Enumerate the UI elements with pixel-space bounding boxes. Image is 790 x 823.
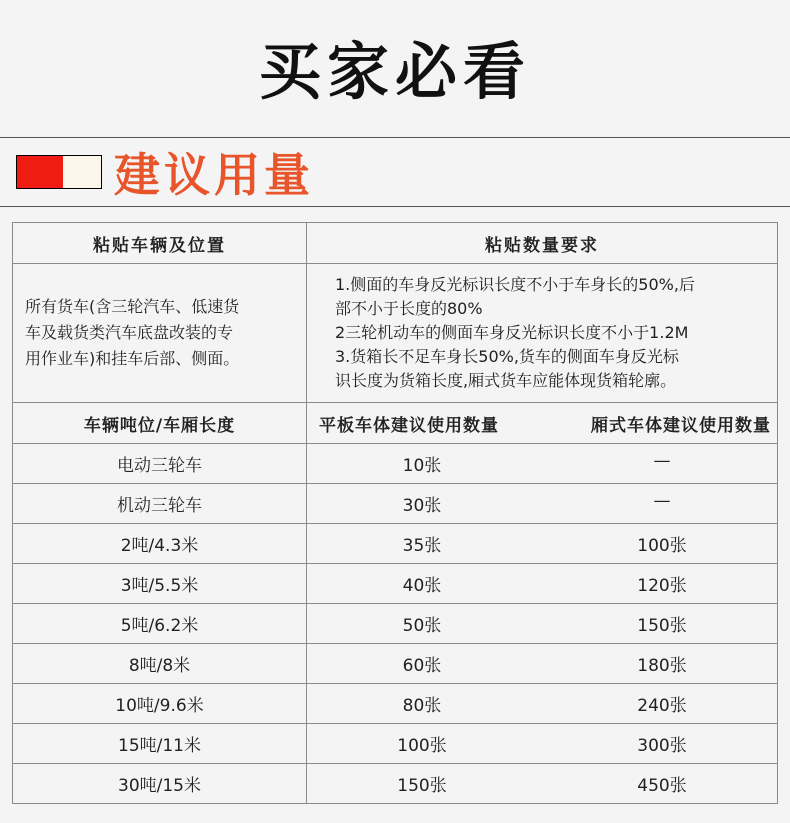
flatbed-qty: 50张	[402, 616, 442, 636]
box-qty: 150张	[637, 616, 687, 636]
flag-cream-block	[63, 156, 101, 188]
box-qty: —	[653, 451, 671, 471]
scope-line: 所有货车(含三轮汽车、低速货	[25, 297, 240, 316]
scope-line: 车及载货类汽车底盘改装的专	[25, 323, 234, 342]
table-row	[13, 524, 778, 564]
page-title: 买家必看	[258, 35, 531, 108]
qty-cell	[307, 604, 778, 644]
qty-cell	[307, 764, 778, 804]
box-qty: 120张	[637, 576, 687, 596]
table-row	[13, 604, 778, 644]
quantity-header-row	[13, 403, 778, 444]
qty-cell	[307, 524, 778, 564]
qty-cell	[307, 684, 778, 724]
box-qty: 450张	[637, 776, 687, 796]
box-qty: 300张	[637, 736, 687, 756]
table-row	[13, 724, 778, 764]
requirement-text	[307, 264, 778, 403]
vehicle-scope-text	[13, 264, 307, 403]
vehicle-cell: 30吨/15米	[13, 764, 307, 804]
box-qty: 180张	[637, 656, 687, 676]
header-quantity-requirement: 粘贴数量要求	[307, 223, 778, 264]
header-box-qty: 厢式车体建议使用数量	[591, 415, 771, 436]
scope-line: 用作业车)和挂车后部、侧面。	[25, 349, 240, 368]
qty-cell	[307, 564, 778, 604]
qty-cell	[307, 484, 778, 524]
box-qty: —	[653, 491, 671, 511]
vehicle-cell: 10吨/9.6米	[13, 684, 307, 724]
box-qty: 100张	[637, 536, 687, 556]
table-row	[13, 484, 778, 524]
box-qty: 240张	[637, 696, 687, 716]
qty-cell	[307, 644, 778, 684]
vehicle-cell: 5吨/6.2米	[13, 604, 307, 644]
vehicle-cell: 电动三轮车	[13, 444, 307, 484]
flatbed-qty: 10张	[402, 456, 442, 476]
vehicle-cell: 15吨/11米	[13, 724, 307, 764]
vehicle-cell: 3吨/5.5米	[13, 564, 307, 604]
section-flag-icon	[16, 155, 102, 189]
usage-table	[12, 222, 778, 804]
table-header-row	[13, 223, 778, 264]
requirement-line: 3.货箱长不足车身长50%,货车的侧面车身反光标	[335, 347, 679, 366]
description-row	[13, 264, 778, 403]
flatbed-qty: 40张	[402, 576, 442, 596]
qty-cell	[307, 724, 778, 764]
header-usage-cell	[307, 403, 778, 444]
section-header	[16, 142, 314, 202]
requirement-line: 1.侧面的车身反光标识长度不小于车身长的50%,后	[335, 275, 695, 294]
flatbed-qty: 100张	[397, 736, 447, 756]
section-title: 建议用量	[114, 148, 314, 202]
table-row	[13, 644, 778, 684]
table-row	[13, 764, 778, 804]
header-vehicle-position: 粘贴车辆及位置	[13, 223, 307, 264]
header-usage-split	[307, 411, 777, 436]
header-flatbed-qty: 平板车体建议使用数量	[319, 415, 499, 436]
requirement-line: 部不小于长度的80%	[335, 299, 483, 318]
requirement-line: 识长度为货箱长度,厢式货车应能体现货箱轮廓。	[335, 371, 677, 390]
table-row	[13, 684, 778, 724]
flatbed-qty: 60张	[402, 656, 442, 676]
flatbed-qty: 30张	[402, 496, 442, 516]
top-divider	[0, 137, 790, 138]
header-tonnage-length: 车辆吨位/车厢长度	[13, 403, 307, 444]
flatbed-qty: 35张	[402, 536, 442, 556]
requirement-line: 2三轮机动车的侧面车身反光标识长度不小于1.2M	[335, 323, 689, 342]
qty-cell	[307, 444, 778, 484]
bottom-divider	[0, 206, 790, 207]
table-row	[13, 444, 778, 484]
flatbed-qty: 80张	[402, 696, 442, 716]
flag-red-block	[17, 156, 63, 188]
vehicle-cell: 2吨/4.3米	[13, 524, 307, 564]
flatbed-qty: 150张	[397, 776, 447, 796]
table-row	[13, 564, 778, 604]
vehicle-cell: 机动三轮车	[13, 484, 307, 524]
vehicle-cell: 8吨/8米	[13, 644, 307, 684]
